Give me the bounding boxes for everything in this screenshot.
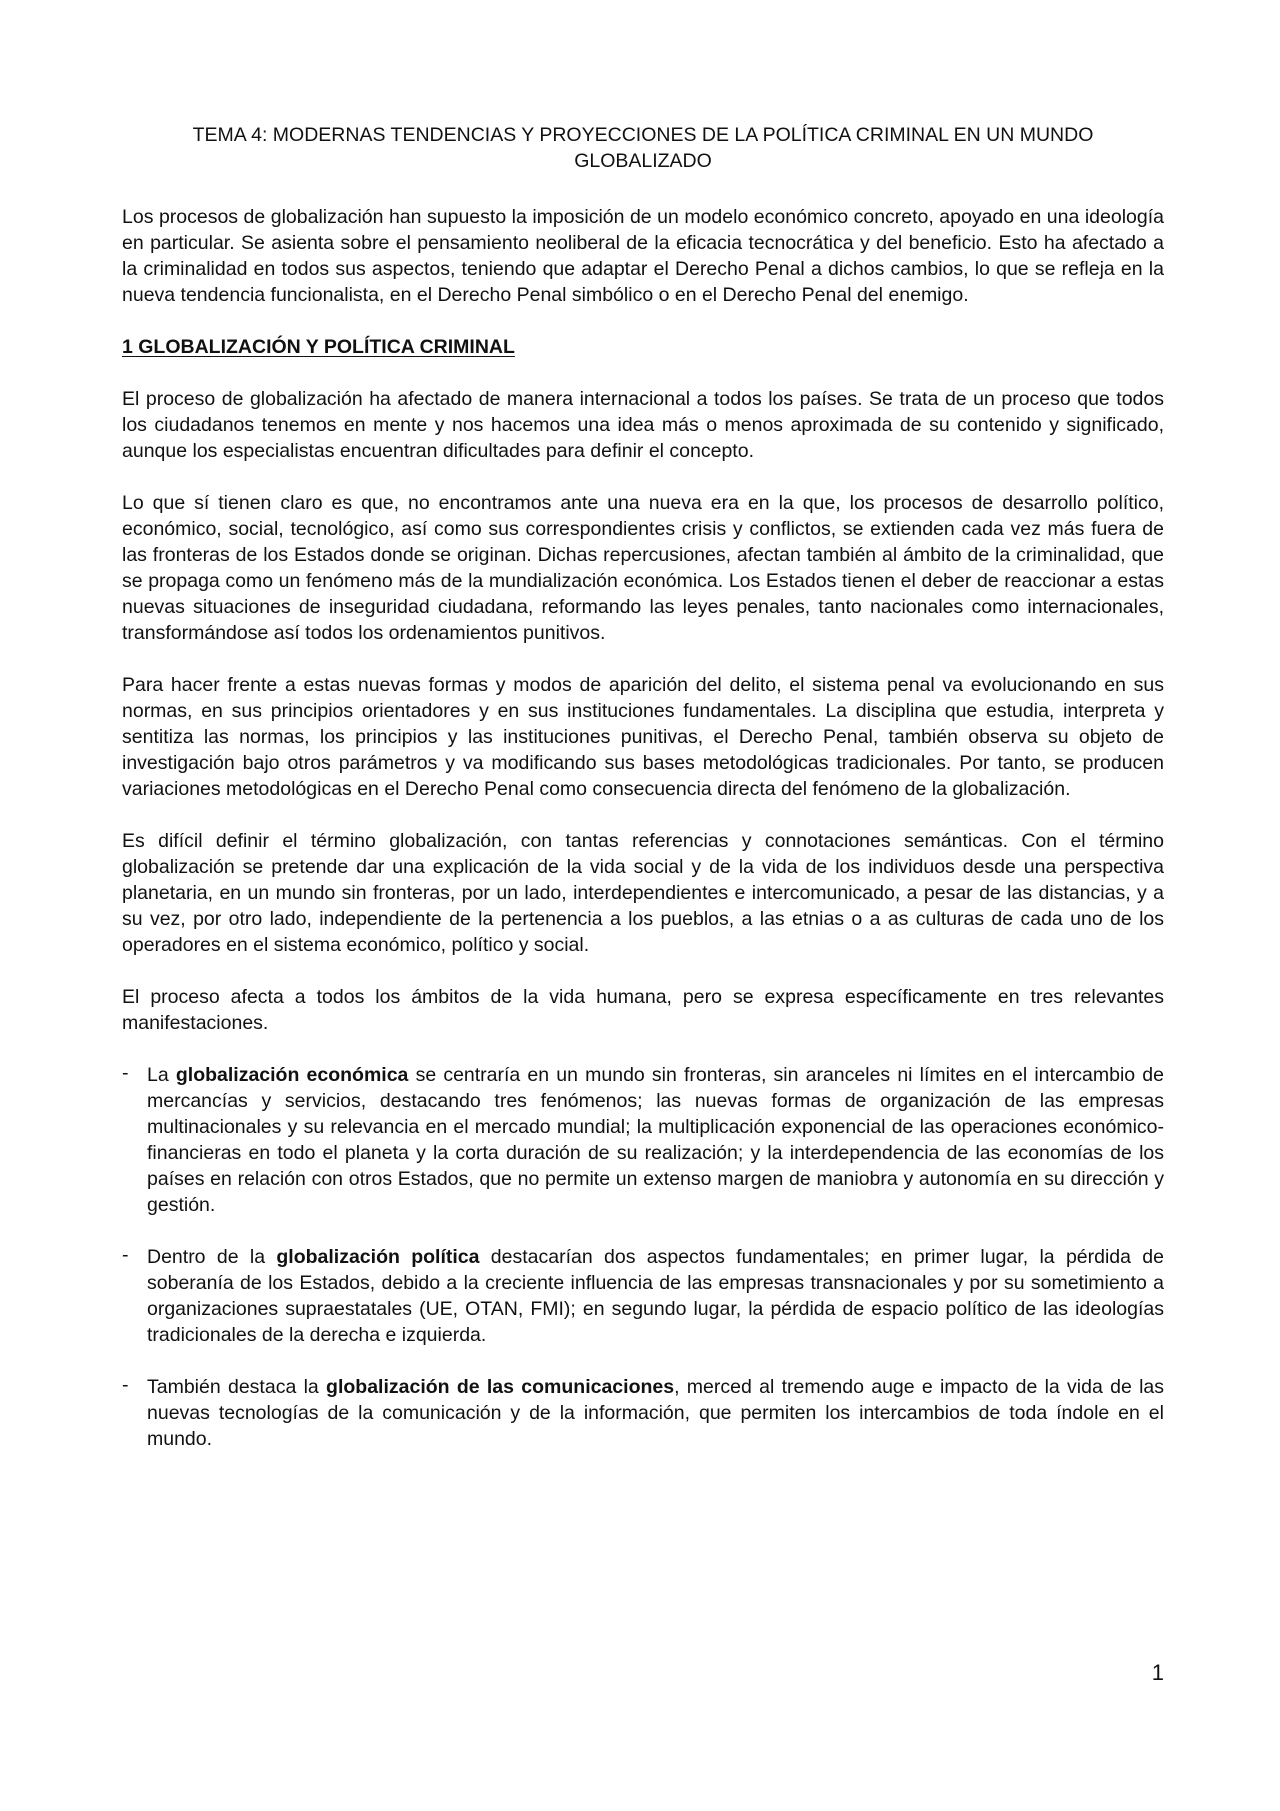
list-item-text: También destaca la: [147, 1376, 327, 1398]
bullet-dash: -: [122, 1244, 129, 1266]
list-item-bold: globalización de las comunicaciones: [326, 1376, 675, 1398]
body-paragraph: Es difícil definir el término globalización, con tantas referencias y connotaciones semánticas. Con el término globalización se pretende dar una explicación de la vida social y de la vida de los individuos desde una perspectiva planetaria, en un mundo sin fronteras, por un lado, interdependientes e intercomunicado, a pesar de las distancias, y a su vez, por otro lado, independiente de la pertenencia a los pueblos, a las etnias o a as culturas de cada uno de los operadores en el sistema económico, político y social.: [122, 830, 1164, 956]
list-item: [122, 1062, 1164, 1218]
list-item-bold: globalización económica: [175, 1064, 409, 1086]
list-item-text: La: [147, 1064, 176, 1086]
list-item-text: , merced al tremendo auge e impacto de la vida de las nuevas tecnologías de la comunicación y de la información, que permiten los intercambios de toda índole en el mundo.: [147, 1376, 1165, 1450]
section-heading: 1 GLOBALIZACIÓN Y POLÍTICA CRIMINAL: [122, 336, 515, 358]
page-number: 1: [1151, 1660, 1164, 1685]
document-title: TEMA 4: MODERNAS TENDENCIAS Y PROYECCIONES DE LA POLÍTICA CRIMINAL EN UN MUNDO GLOBALIZADO: [192, 124, 1094, 172]
bullet-dash: -: [122, 1374, 129, 1396]
list-item: [122, 1374, 1164, 1452]
list-item: [122, 1244, 1164, 1348]
body-paragraph: El proceso afecta a todos los ámbitos de la vida humana, pero se expresa específicamente en tres relevantes manifestaciones.: [122, 986, 1164, 1034]
bullet-dash: -: [122, 1062, 129, 1084]
body-paragraph: El proceso de globalización ha afectado de manera internacional a todos los países. Se trata de un proceso que todos los ciudadanos tenemos en mente y nos hacemos una idea más o menos aproximada de su contenido y significado, aunque los especialistas encuentran dificultades para definir el concepto.: [122, 388, 1164, 462]
list-item-bold: globalización política: [276, 1246, 480, 1268]
manifestations-list: [122, 1062, 1164, 1452]
list-item-text: Dentro de la: [147, 1246, 277, 1268]
body-paragraph: Para hacer frente a estas nuevas formas y modos de aparición del delito, el sistema penal va evolucionando en sus normas, en sus principios orientadores y en sus instituciones fundamentales. La disciplina que estudia, interpreta y sentitiza las normas, los principios y las instituciones punitivas, el Derecho Penal, también observa su objeto de investigación bajo otros parámetros y va modificando sus bases metodológicas tradicionales. Por tanto, se producen variaciones metodológicas en el Derecho Penal como consecuencia directa del fenómeno de la globalización.: [122, 674, 1164, 800]
list-item-text: se centraría en un mundo sin fronteras, sin aranceles ni límites en el intercambio de mercancías y servicios, destacando tres fenómenos; las nuevas formas de organización de las empresas multinacionales y su relevancia en el mercado mundial; la multiplicación exponencial de las operaciones económico-financieras en todo el planeta y la corta duración de su realización; y la interdependencia de las economías de los países en relación con otros Estados, que no permite un extenso margen de maniobra y autonomía en su dirección y gestión.: [147, 1064, 1164, 1216]
intro-paragraph: Los procesos de globalización han supuesto la imposición de un modelo económico concreto, apoyado en una ideología en particular. Se asienta sobre el pensamiento neoliberal de la eficacia tecnocrática y del beneficio. Esto ha afectado a la criminalidad en todos sus aspectos, teniendo que adaptar el Derecho Penal a dichos cambios, lo que se refleja en la nueva tendencia funcionalista, en el Derecho Penal simbólico o en el Derecho Penal del enemigo.: [122, 206, 1164, 306]
body-paragraph: Lo que sí tienen claro es que, no encontramos ante una nueva era en la que, los procesos de desarrollo político, económico, social, tecnológico, así como sus correspondientes crisis y conflictos, se extienden cada vez más fuera de las fronteras de los Estados donde se originan. Dichas repercusiones, afectan también al ámbito de la criminalidad, que se propaga como un fenómeno más de la mundialización económica. Los Estados tienen el deber de reaccionar a estas nuevas situaciones de inseguridad ciudadana, reformando las leyes penales, tanto nacionales como internacionales, transformándose así todos los ordenamientos punitivos.: [122, 492, 1164, 644]
document-page: [122, 122, 1164, 1478]
list-item-text: destacarían dos aspectos fundamentales; en primer lugar, la pérdida de soberanía de los Estados, debido a la creciente influencia de las empresas transnacionales y por su sometimiento a organizaciones supraestatales (UE, OTAN, FMI); en segundo lugar, la pérdida de espacio político de las ideologías tradicionales de la derecha e izquierda.: [147, 1246, 1165, 1346]
